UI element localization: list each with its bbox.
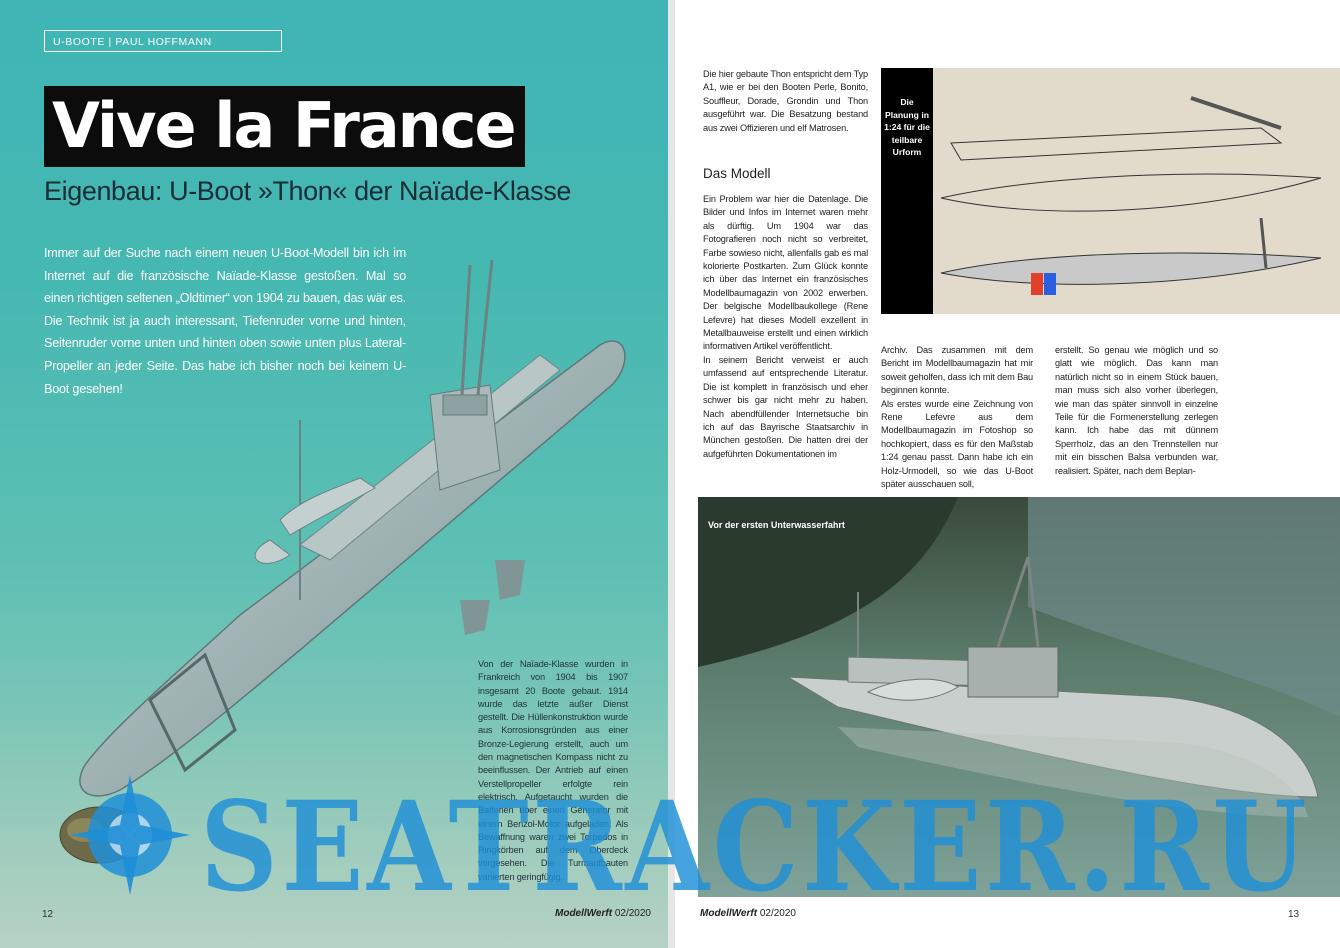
magazine-issue: 02/2020 (759, 908, 796, 919)
plans-caption: Die Planung in 1:24 für die teilbare Urform (884, 97, 930, 158)
column-1-paragraph-1: Ein Problem war hier die Datenlage. Die Bilder und Infos im Internet waren mehr als dürftig. Um 1904 war das Fotografieren noch nicht so verbreitet, Farbe sowieso nicht, allenfalls gab es mal kolorierte Postkarten. Zum Glück konnte ich über das Internet ein französisches Modellbaumagazin von 2002 erwerben. Der belgische Modellbaukollege (Rene Lefevre) hat dieses Modell exzellent in Metallbauweise erstellt und einen wirklich informativen Artikel veröffentlicht. (703, 194, 868, 352)
article-subtitle: Eigenbau: U-Boot »Thon« der Naïade-Klasse (44, 176, 571, 206)
column-3-paragraph-1: erstellt. So genau wie möglich und so glatt wie möglich. Das kann man natürlich nicht so in einem Stück bauen, man muss sich also vorher überlegen, wie man das später sinnvoll in einzelne Teile für die Formenerstellung zerlegen kann. Ich habe das mit dünnem Sperrholz, das an den Trennstellen nur mit ein bisschen Balsa verbunden war, realisiert. Später, nach dem Beplan- (1055, 345, 1218, 476)
model-photo-caption: Vor der ersten Unterwasserfahrt (708, 520, 845, 530)
column-1-paragraph-2: In seinem Bericht verweist er auch umfassend auf entsprechende Literatur. Die ist komplett in französisch und eher schwer bis gar nicht mehr zu haben. Nach abendfüllender Internetsuche bin ich auf das Bayrische Staatsarchiv in München gestoßen. Die hatten drei der aufgeführten Dokumentationen im (703, 354, 868, 459)
text-column-1-top: Die hier gebaute Thon entspricht dem Typ A1, wie er bei den Booten Perle, Bonito, Souffleur, Dorade, Grondin und Thon ausgeführt war. Die Besatzung bestand aus zwei Offizieren und elf Matrosen. (703, 69, 868, 133)
right-page (675, 0, 1340, 948)
page-number-left: 12 (42, 909, 54, 920)
section-kicker: U-BOOTE | PAUL HOFFMANN (44, 30, 282, 52)
page-number-right: 13 (1288, 909, 1300, 920)
magazine-footer-right (700, 908, 796, 919)
text-column-2 (881, 344, 1033, 491)
left-page (0, 0, 668, 948)
watermark-text: SEATRACKER.RU (200, 775, 1310, 920)
model-photo (698, 497, 1340, 897)
column-2-paragraph-1: Archiv. Das zusammen mit dem Bericht im Modellbaumagazin hat mir soweit geholfen, dass ich mit dem Bau beginnen konnte. (881, 345, 1033, 396)
plans-photo (881, 68, 1340, 314)
section-heading: Das Modell (703, 166, 771, 181)
plans-photo-drawing (881, 68, 1340, 314)
history-column: Von der Naïade-Klasse wurden in Frankreich von 1904 bis 1907 insgesamt 20 Boote gebaut. 1914 wurde das letzte außer Dienst gestellt. Die Hüllenkonstruktion wurde aus Korrosionsgründen aus einer Bronze-Legierung erstellt, auch um den magnetischen Kompass nicht zu beeinflussen. Der Antrieb auf einen Verstellpropeller erfolgte rein elektrisch. Aufgetaucht wurden die Batterien über einen Generator mit einem Benzol-Motor aufgeladen. Als Bewaffnung waren zwei Torpedos in Ringkörben auf dem Oberdeck vorgesehen. Die Turmaufbauten variierten geringfügig. (478, 659, 628, 882)
article-title: Vive la France (52, 89, 515, 162)
intro-paragraph: Immer auf der Suche nach einem neuen U-Boot-Modell bin ich im Internet auf die französische Naïade-Klasse gestoßen. Mal so einen richtigen seltenen „Oldtimer“ von 1904 zu bauen, das wär es. Die Technik ist ja auch interessant, Tiefenruder vorne und hinten, Seitenruder vorne unten und hinten oben sowie unten plus Lateral-Propeller an jeder Seite. Das habe ich bisher noch bei keinem U-Boot gesehen! (44, 246, 406, 396)
magazine-issue: 02/2020 (614, 908, 651, 919)
magazine-footer-left (555, 908, 651, 919)
magazine-name: ModellWerft (700, 908, 758, 919)
column-2-paragraph-2: Als erstes wurde eine Zeichnung von Rene Lefevre aus dem Modellbaumagazin im Fotoshop so hochkopiert, dass es für den Maßstab 1:24 genau passt. Dann habe ich ein Holz-Urmodell, so wie das U-Boot später ausschauen soll, (881, 398, 1033, 490)
text-column-1 (703, 193, 868, 461)
page-gutter (668, 0, 675, 948)
model-photo-drawing (698, 497, 1340, 897)
magazine-name: ModellWerft (555, 908, 613, 919)
text-column-3 (1055, 344, 1218, 478)
